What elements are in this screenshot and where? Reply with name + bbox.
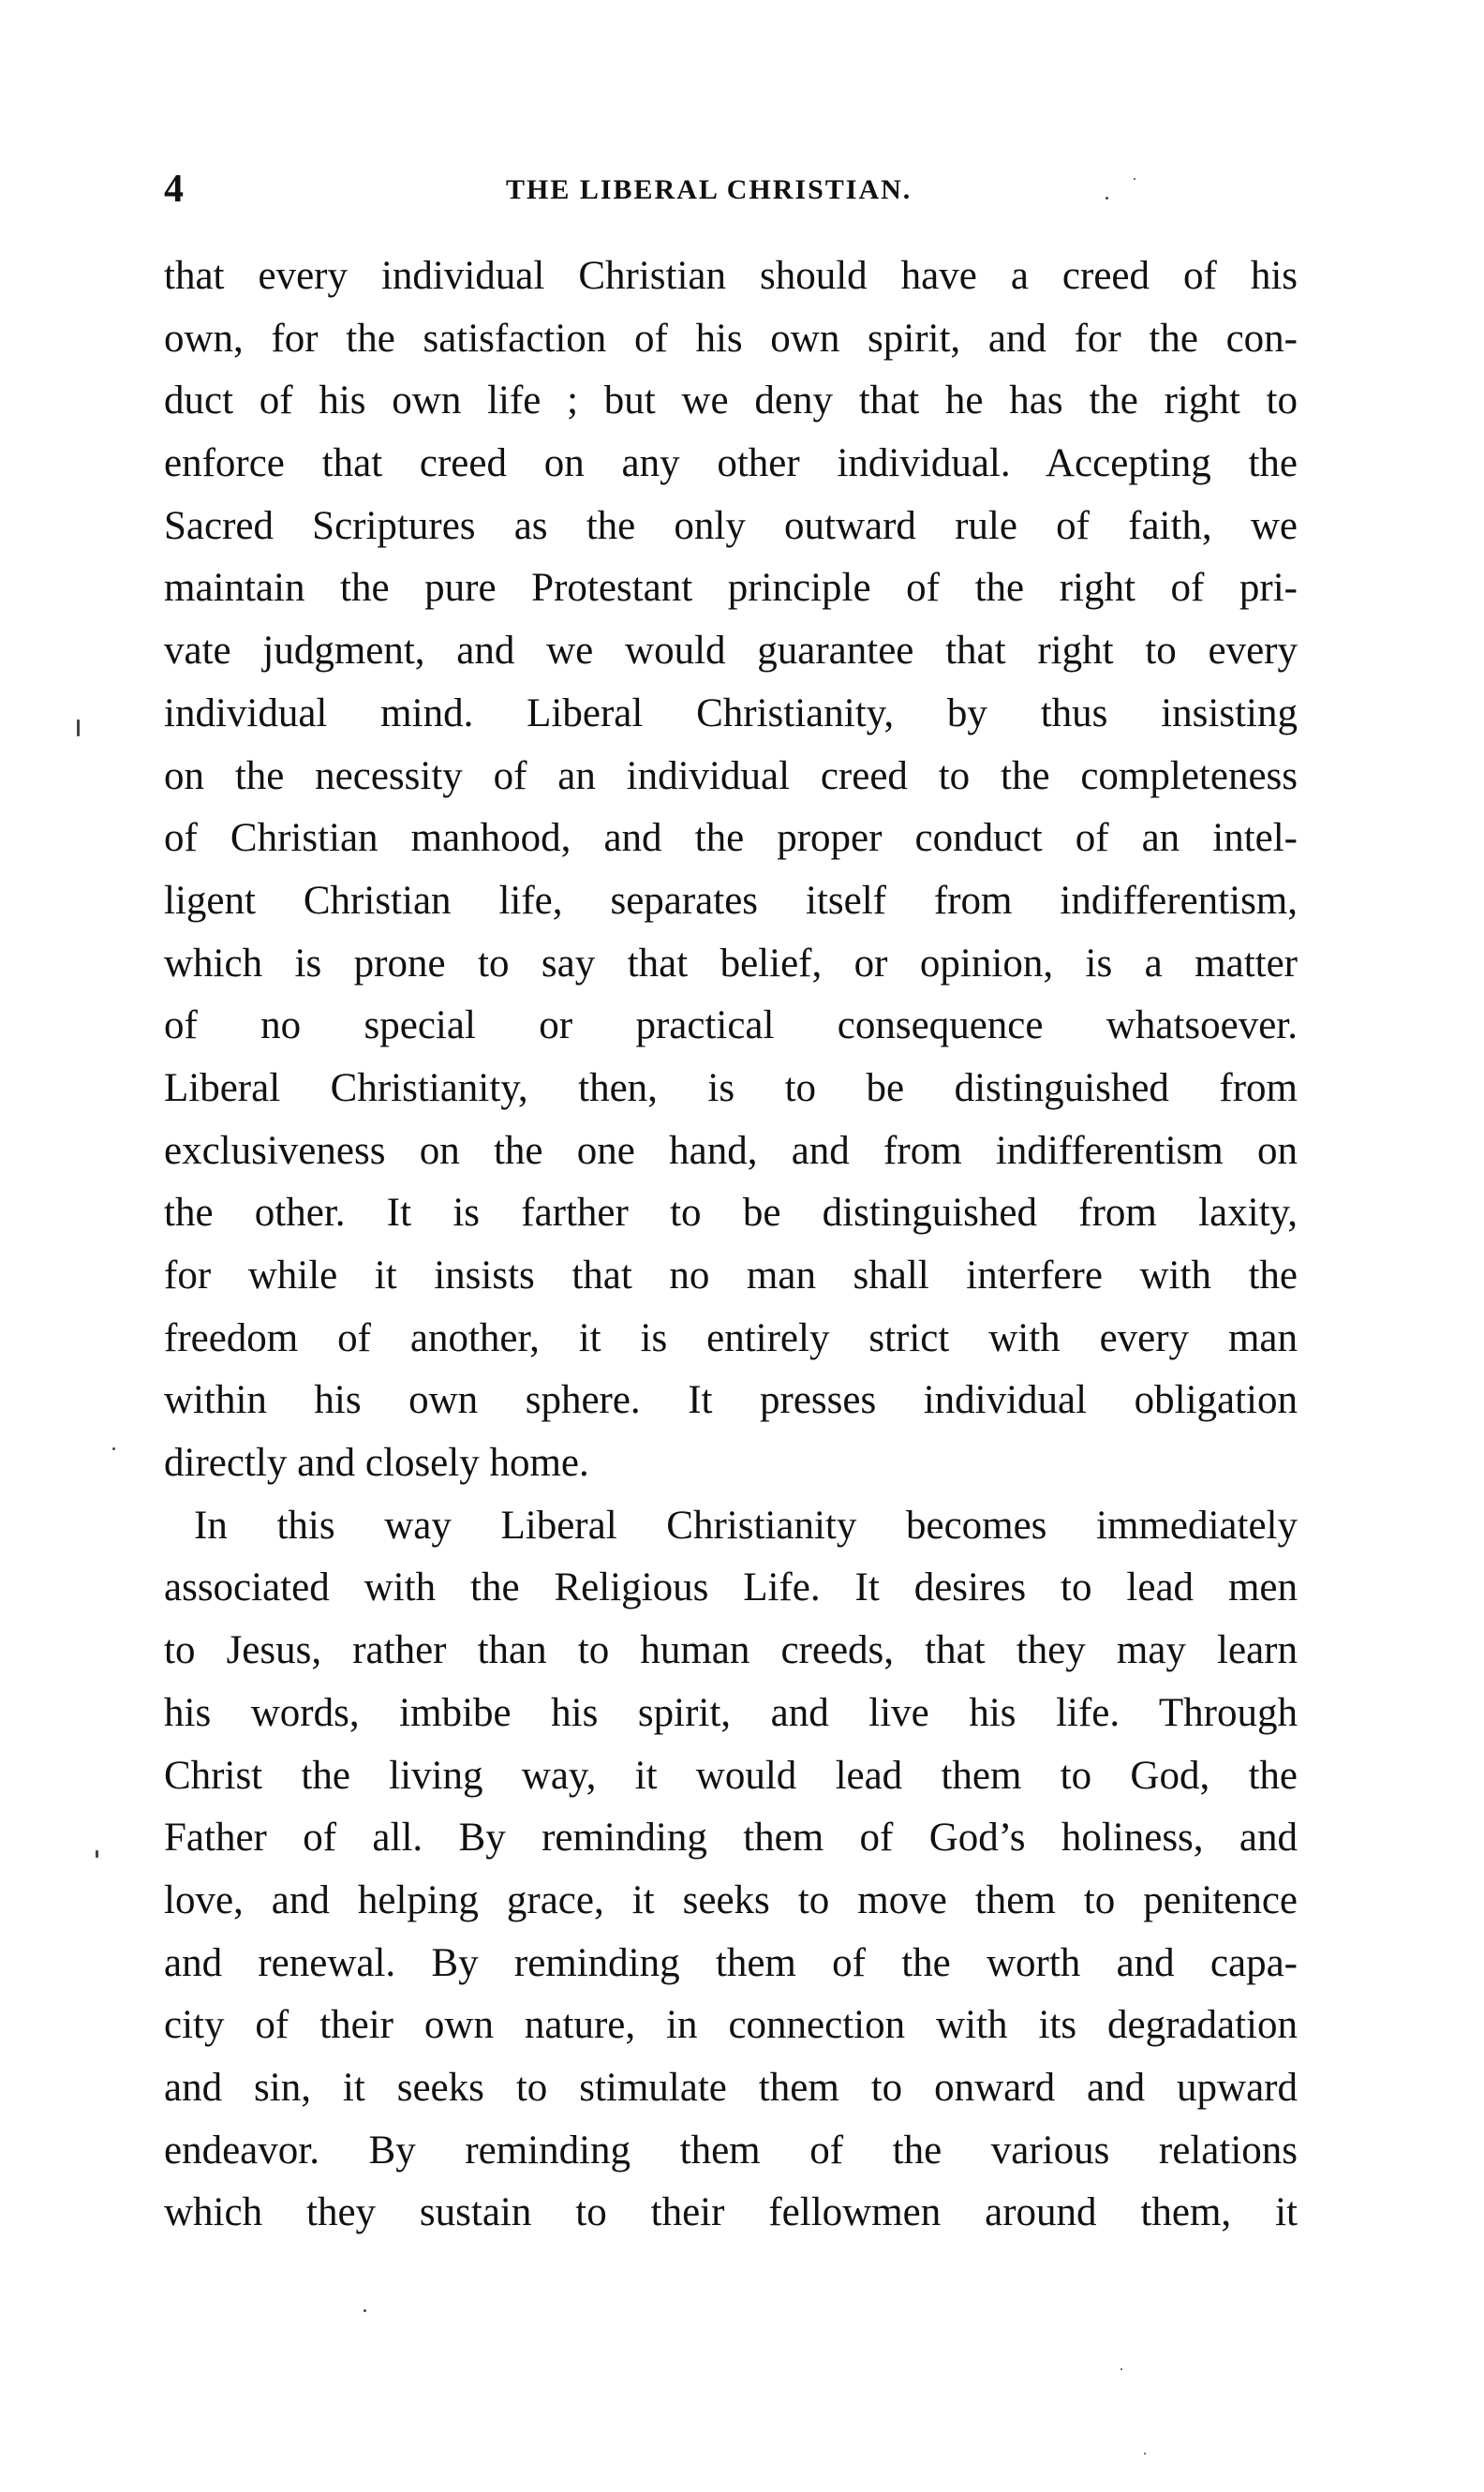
text-line: city of their own nature, in connection with its degradation bbox=[164, 2003, 1298, 2048]
text-line: and sin, it seeks to stimulate them to onward and upward bbox=[164, 2065, 1298, 2110]
text-line: his words, imbibe his spirit, and live his life. Through bbox=[164, 1690, 1298, 1735]
ink-speck bbox=[77, 719, 80, 736]
text-line: ligent Christian life, separates itself from indifferentism, bbox=[164, 878, 1298, 923]
ink-speck bbox=[1134, 178, 1135, 180]
text-line: Liberal Christianity, then, is to be distinguished from bbox=[164, 1065, 1298, 1110]
text-line: vate judgment, and we would guarantee that right to every bbox=[164, 629, 1298, 674]
text-line: own, for the satisfaction of his own spirit, and for the con- bbox=[164, 316, 1298, 361]
ink-speck bbox=[1144, 2453, 1146, 2455]
text-line: freedom of another, it is entirely strict with every man bbox=[164, 1315, 1298, 1360]
ink-speck bbox=[364, 2309, 366, 2312]
text-line: exclusiveness on the one hand, and from indifferentism on bbox=[164, 1128, 1298, 1173]
text-line: endeavor. By reminding them of the various relations bbox=[164, 2128, 1298, 2173]
text-line: Sacred Scriptures as the only outward rule of faith, we bbox=[164, 503, 1298, 548]
text-line: directly and closely home. bbox=[164, 1441, 589, 1486]
text-line: maintain the pure Protestant principle of the right of pri- bbox=[164, 566, 1298, 611]
text-line: which they sustain to their fellowmen around them, it bbox=[164, 2190, 1298, 2235]
text-line: individual mind. Liberal Christianity, by thus insisting bbox=[164, 690, 1298, 735]
text-line: which is prone to say that belief, or opinion, is a matter bbox=[164, 941, 1298, 986]
ink-speck bbox=[1120, 2368, 1122, 2370]
text-line: associated with the Religious Life. It desires to lead men bbox=[164, 1565, 1298, 1610]
text-line: and renewal. By reminding them of the worth and capa- bbox=[164, 1940, 1298, 1985]
text-line: Christ the living way, it would lead them to God, the bbox=[164, 1753, 1298, 1798]
text-line: to Jesus, rather than to human creeds, that they may learn bbox=[164, 1628, 1298, 1673]
text-line: on the necessity of an individual creed to the completeness bbox=[164, 753, 1298, 798]
text-line: Father of all. By reminding them of God’s holiness, and bbox=[164, 1816, 1298, 1861]
paragraph-2 bbox=[164, 1495, 1298, 2245]
text-line: of no special or practical consequence whatsoever. bbox=[164, 1003, 1298, 1048]
page-header bbox=[164, 167, 1298, 214]
text-line: In this way Liberal Christianity becomes immediately bbox=[194, 1503, 1298, 1548]
text-line: within his own sphere. It presses individual obligation bbox=[164, 1378, 1298, 1423]
running-head: THE LIBERAL CHRISTIAN. bbox=[506, 174, 913, 205]
ink-speck bbox=[1106, 197, 1108, 200]
text-line: the other. It is farther to be distinguished from laxity, bbox=[164, 1191, 1298, 1236]
text-line: enforce that creed on any other individual. Accepting the bbox=[164, 441, 1298, 486]
paragraph-1 bbox=[164, 245, 1298, 1495]
text-line: that every individual Christian should have a creed of his bbox=[164, 254, 1298, 298]
page-number: 4 bbox=[164, 168, 184, 211]
text-line: duct of his own life ; but we deny that he has the right to bbox=[164, 378, 1298, 423]
text-line: love, and helping grace, it seeks to move them to penitence bbox=[164, 1877, 1298, 1922]
text-line: of Christian manhood, and the proper conduct of an intel- bbox=[164, 816, 1298, 861]
ink-speck bbox=[96, 1850, 98, 1858]
ink-speck bbox=[112, 1447, 115, 1450]
body-text bbox=[164, 245, 1298, 2245]
text-line: for while it insists that no man shall interfere with the bbox=[164, 1253, 1298, 1298]
